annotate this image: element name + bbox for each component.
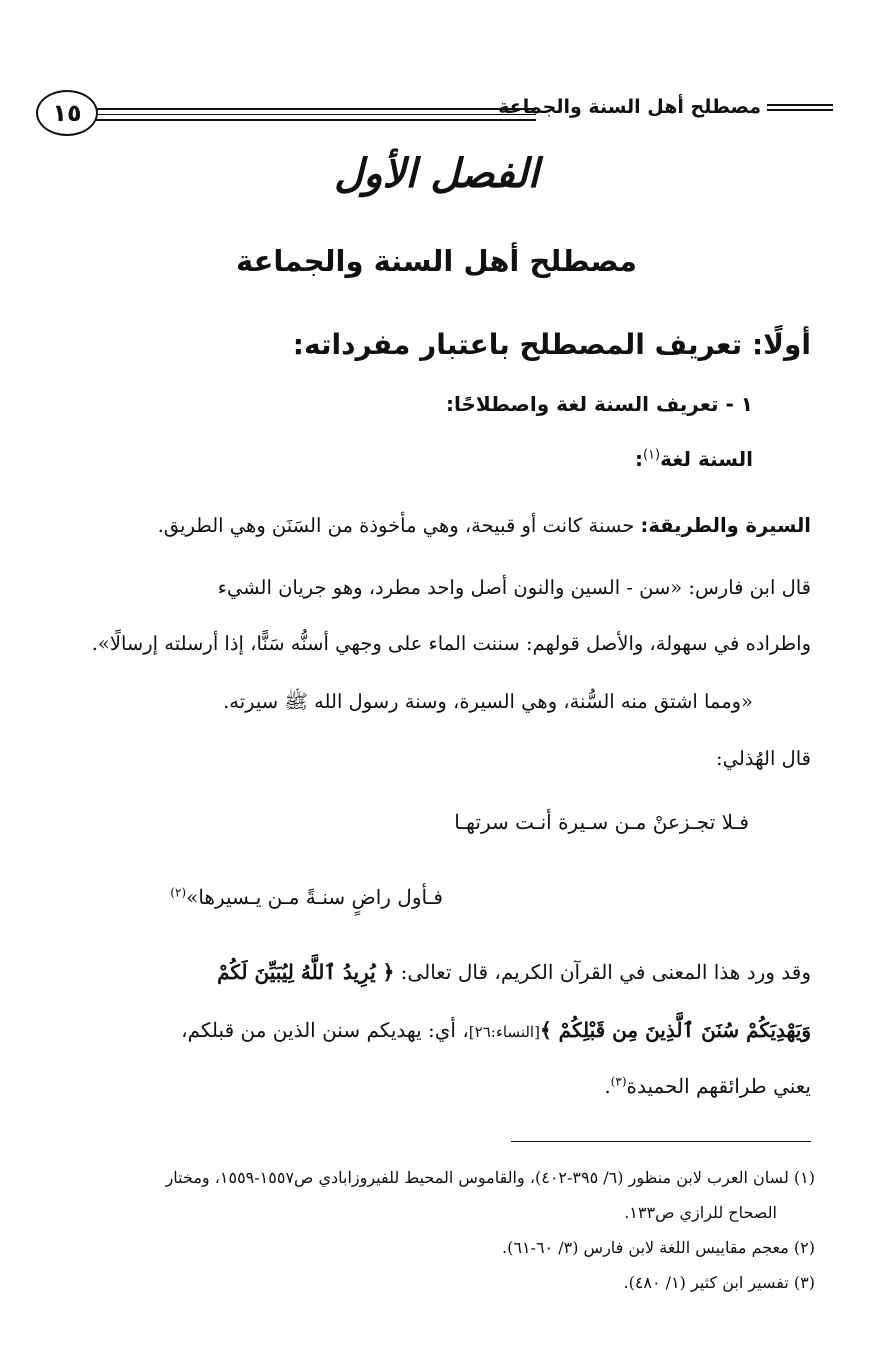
section-heading: أولًا: تعريف المصطلح باعتبار مفرداته:: [292, 328, 811, 361]
subsection-heading: ١ - تعريف السنة لغة واصطلاحًا:: [445, 392, 753, 416]
footnote-2: (٢) معجم مقاييس اللغة لابن فارس (٣/ ٦٠-٦١).: [502, 1238, 815, 1257]
header-rule: [96, 108, 536, 110]
paragraph-text: ، أي: يهديكم سنن الذين من قبلكم،: [181, 1018, 469, 1042]
header-rule: [96, 114, 536, 115]
footnote-divider: [511, 1141, 811, 1142]
paragraph-end: .: [604, 1074, 611, 1098]
paragraph-line: [181, 1018, 811, 1042]
footnote-ref: (١): [642, 447, 661, 463]
quran-verse: وَيَهْدِيَكُمْ سُنَنَ ٱلَّذِينَ مِن قَبْلِكُمْ ﴾: [539, 1018, 811, 1042]
bold-term: السيرة والطريقة:: [640, 514, 811, 537]
chapter-heading: الفصل الأول: [334, 150, 539, 197]
header-tail-rule: [767, 104, 833, 118]
header-rule: [96, 119, 536, 121]
quran-verse: ﴿ يُرِيدُ ٱللَّهُ لِيُبَيِّنَ لَكُمْ: [217, 960, 395, 984]
paragraph-text: حسنة كانت أو قبيحة، وهي مأخوذة من السَنَن وهي الطريق.: [157, 514, 641, 537]
footnote-ref: (٢): [170, 885, 187, 900]
verse-text: فـأول راضٍ سنـةً مـن يـسيرها»: [186, 885, 443, 909]
paragraph-line: واطراده في سهولة، والأصل قولهم: سننت الماء على وجهي أسنُّه سَنًّا، إذا أرسلته إرسالًا».: [91, 632, 811, 655]
paragraph-line: [604, 1074, 811, 1098]
term-heading-colon: :: [634, 447, 643, 471]
paragraph-line: قال الهُذلي:: [716, 747, 811, 770]
footnote-1: (١) لسان العرب لابن منظور (٦/ ٣٩٥-٤٠٢)، والقاموس المحيط للفيروزابادي ص١٥٥٧-١٥٥٩، ومختار: [165, 1168, 815, 1187]
poetry-verse: [170, 885, 443, 909]
paragraph-line: [217, 960, 811, 984]
paragraph-line: [158, 514, 811, 537]
footnote-3: (٣) تفسير ابن كثير (١/ ٤٨٠).: [623, 1273, 815, 1292]
running-title: مصطلح أهل السنة والجماعة: [498, 96, 761, 118]
poetry-verse: فـلا تجـزعنْ مـن سـيرة أنـت سرتهـا: [454, 810, 749, 834]
term-heading-text: السنة لغة: [660, 447, 753, 471]
paragraph-line: قال ابن فارس: «سن - السين والنون أصل واحد مطرد، وهو جريان الشيء: [217, 576, 811, 599]
quran-reference: [النساء:٢٦]: [468, 1023, 540, 1041]
paragraph-line: «ومما اشتق منه السُّنة، وهي السيرة، وسنة رسول الله ﷺ سيرته.: [223, 690, 753, 713]
footnote-1-continuation: الصحاح للرازي ص١٣٣.: [624, 1203, 777, 1222]
paragraph-text: وقد ورد هذا المعنى في القرآن الكريم، قال تعالى:: [394, 960, 811, 984]
page-number: ١٥: [36, 90, 98, 136]
footnote-ref: (٣): [610, 1074, 627, 1089]
term-heading: [635, 447, 753, 471]
main-title: مصطلح أهل السنة والجماعة: [236, 244, 637, 278]
paragraph-text: يعني طرائقهم الحميدة: [626, 1074, 811, 1098]
